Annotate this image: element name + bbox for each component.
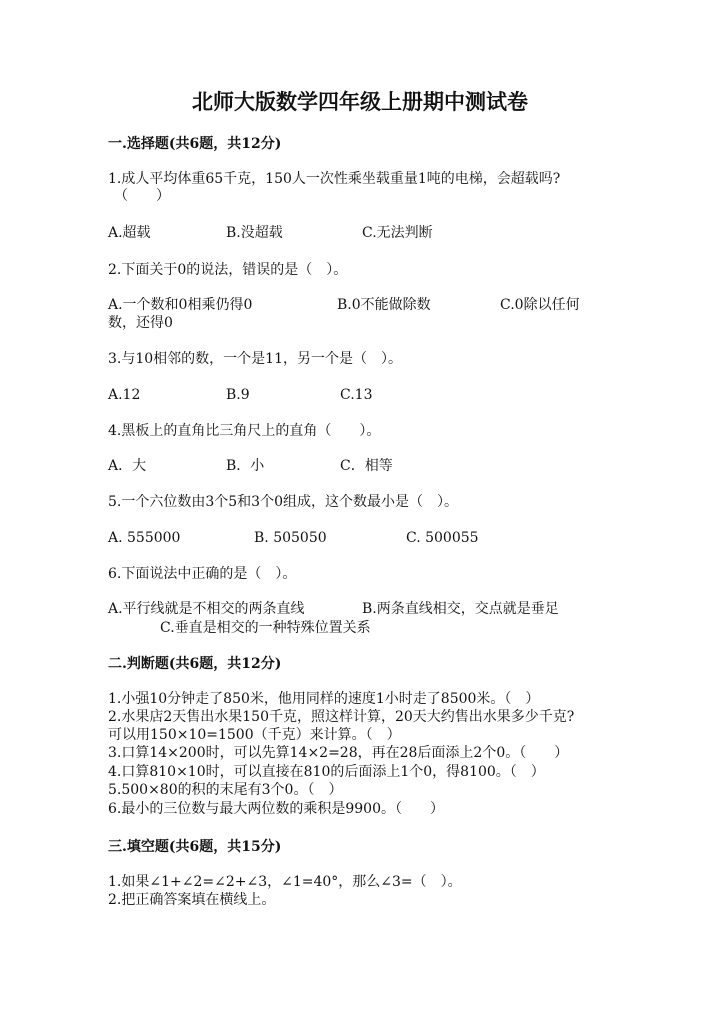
- q5-option-c: C. 500055: [406, 530, 479, 546]
- q2-option-c: C.0除以任何: [500, 297, 580, 313]
- q4-option-c: C．相等: [340, 458, 393, 474]
- q1-stem-cont: （ ）: [114, 188, 170, 204]
- judge-item: 4.口算810×10时，可以直接在810的后面添上1个0，得8100。（ ）: [108, 764, 545, 780]
- q4-option-b: B．小: [226, 458, 265, 474]
- q2-option-c-cont: 数，还得0: [108, 315, 173, 331]
- q5-option-a: A. 555000: [108, 530, 181, 546]
- section-3-heading: 三.填空题(共6题，共15分): [108, 839, 282, 855]
- q5-stem: 5.一个六位数由3个5和3个0组成，这个数最小是（ ）。: [108, 494, 458, 510]
- q6-stem: 6.下面说法中正确的是（ ）。: [108, 566, 297, 582]
- q3-option-c: C.13: [340, 387, 373, 403]
- q3-option-a: A.12: [108, 387, 141, 403]
- judge-item: 6.最小的三位数与最大两位数的乘积是9900。（ ）: [108, 801, 444, 817]
- judge-item: 2.水果店2天售出水果150千克，照这样计算，20天大约售出水果多少千克?: [108, 709, 575, 725]
- q1-option-b: B.没超载: [226, 225, 283, 241]
- judge-item: 3.口算14×200时，可以先算14×2=28，再在28后面添上2个0。（ ）: [108, 745, 569, 761]
- q2-option-b: B.0不能做除数: [337, 297, 431, 313]
- q2-stem: 2.下面关于0的说法，错误的是（ ）。: [108, 262, 348, 278]
- q4-stem: 4.黑板上的直角比三角尺上的直角（ ）。: [108, 423, 381, 439]
- q6-option-c: C.垂直是相交的一种特殊位置关系: [160, 620, 371, 636]
- q2-option-a: A.一个数和0相乘仍得0: [108, 297, 253, 313]
- section-1-heading: 一.选择题(共6题，共12分): [108, 136, 282, 152]
- q6-option-b: B.两条直线相交，交点就是垂足: [362, 601, 559, 617]
- fill-item: 2.把正确答案填在横线上。: [108, 892, 276, 908]
- section-2-heading: 二.判断题(共6题，共12分): [108, 656, 282, 672]
- q3-option-b: B.9: [226, 387, 250, 403]
- judge-item: 1.小强10分钟走了850米，他用同样的速度1小时走了8500米。（ ）: [108, 691, 540, 707]
- judge-item-cont: 可以用150×10=1500（千克）来计算。（ ）: [108, 727, 401, 743]
- q1-option-c: C.无法判断: [362, 225, 433, 241]
- q1-option-a: A.超载: [108, 225, 151, 241]
- q4-option-a: A．大: [108, 458, 147, 474]
- page-title: 北师大版数学四年级上册期中测试卷: [192, 89, 528, 114]
- q5-option-b: B. 505050: [254, 530, 327, 546]
- q3-stem: 3.与10相邻的数，一个是11，另一个是（ ）。: [108, 351, 402, 367]
- q1-stem: 1.成人平均体重65千克，150人一次性乘坐载重量1吨的电梯，会超载吗?: [108, 171, 561, 187]
- judge-item: 5.500×80的积的末尾有3个0。（ ）: [108, 782, 343, 798]
- fill-item: 1.如果∠1+∠2=∠2+∠3，∠1=40°，那么∠3=（ ）。: [108, 874, 462, 890]
- q6-option-a: A.平行线就是不相交的两条直线: [108, 601, 305, 617]
